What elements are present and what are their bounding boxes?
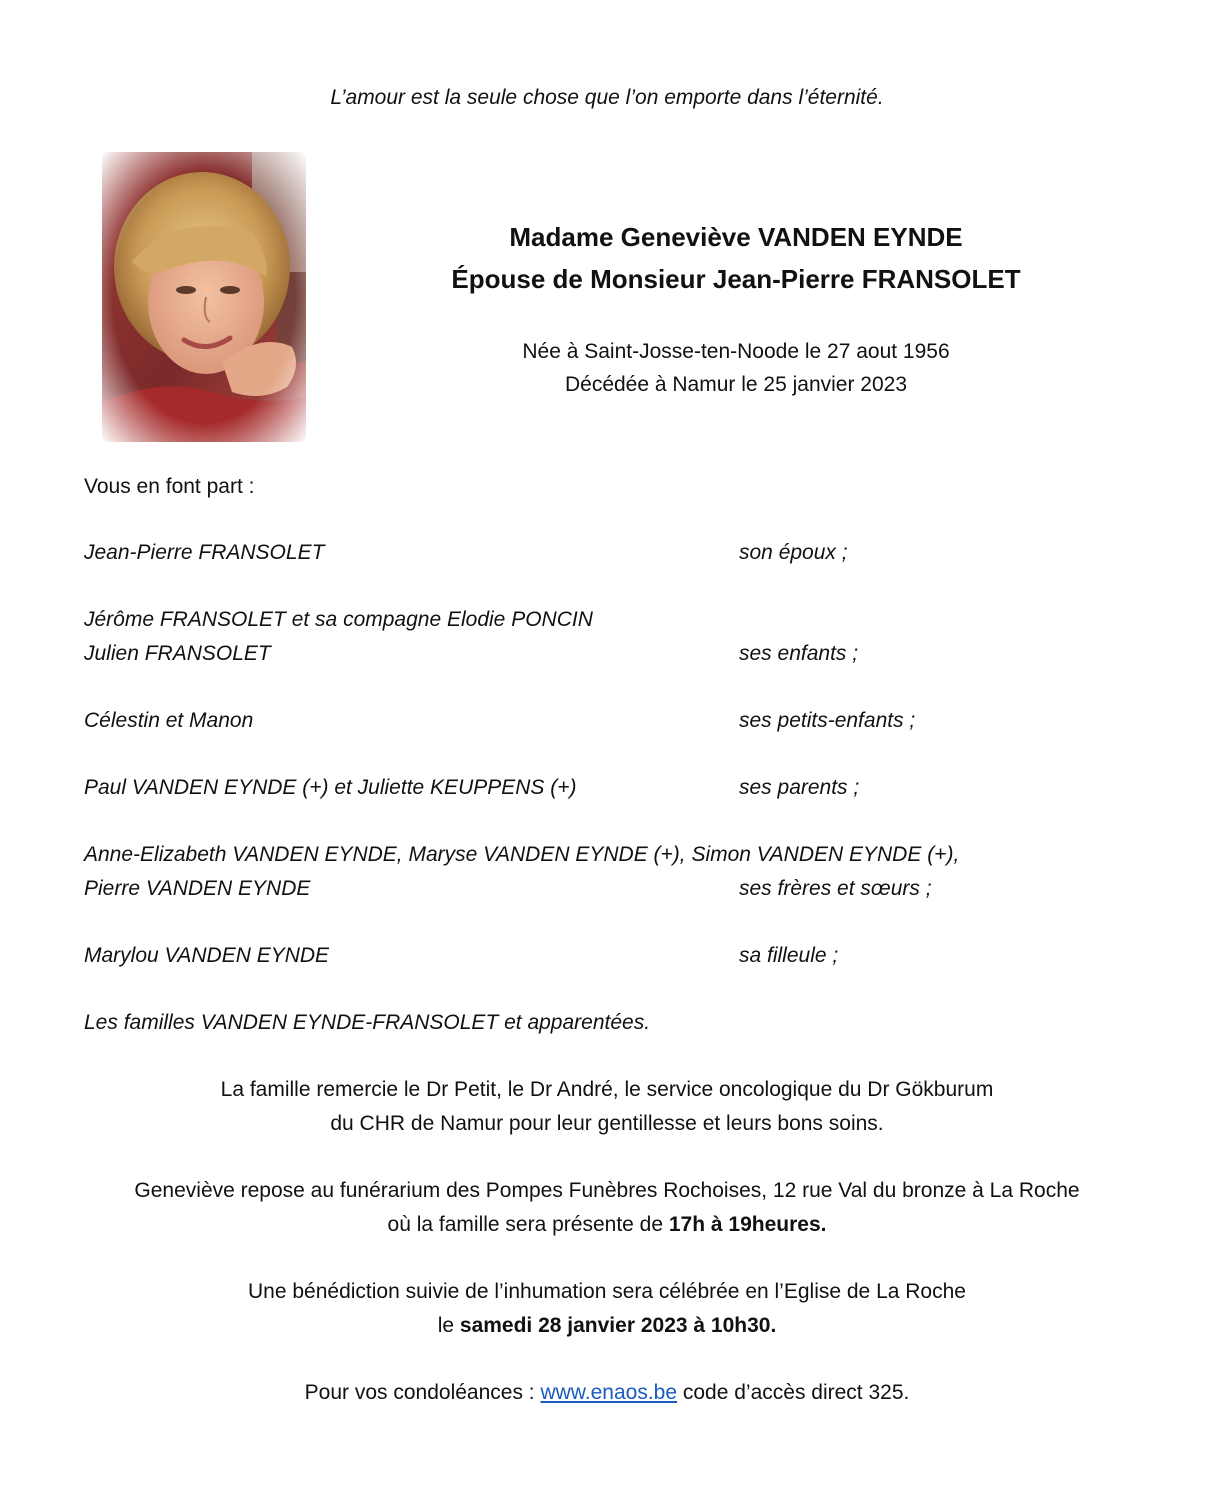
deceased-name: Madame Geneviève VANDEN EYNDE: [509, 222, 963, 252]
family-names: Paul VANDEN EYNDE (+) et Juliette KEUPPENS (+): [84, 776, 577, 799]
family-names: Célestin et Manon: [84, 709, 254, 732]
spouse-line: Épouse de Monsieur Jean-Pierre FRANSOLET: [451, 264, 1021, 294]
condolences-line: [0, 1381, 1214, 1405]
portrait-photo: [102, 152, 306, 442]
ceremony-date-line: [0, 1314, 1214, 1338]
announcement-intro: Vous en font part :: [84, 475, 255, 498]
condolences-prefix: Pour vos condoléances :: [304, 1381, 541, 1404]
family-relation: ses parents ;: [739, 776, 860, 799]
visitation-hours: 17h à 19heures.: [668, 1213, 827, 1236]
epigraph-quote: L’amour est la seule chose que l’on emporte dans l’éternité.: [330, 86, 884, 109]
visitation-hours-line: [0, 1213, 1214, 1237]
visitation-hours-prefix: où la famille sera présente de: [387, 1213, 669, 1236]
thanks-line: La famille remercie le Dr Petit, le Dr André, le service oncologique du Dr Gökburum: [220, 1078, 994, 1101]
family-names: Jean-Pierre FRANSOLET: [84, 541, 325, 564]
family-names: Julien FRANSOLET: [84, 642, 271, 665]
family-relation: ses petits-enfants ;: [739, 709, 916, 732]
death-line: Décédée à Namur le 25 janvier 2023: [564, 373, 908, 396]
ceremony-date: samedi 28 janvier 2023 à 10h30.: [459, 1314, 777, 1337]
thanks-line: du CHR de Namur pour leur gentillesse et leurs bons soins.: [330, 1112, 884, 1135]
condolences-link[interactable]: www.enaos.be: [540, 1381, 678, 1404]
family-names: Marylou VANDEN EYNDE: [84, 944, 330, 967]
ceremony-line: Une bénédiction suivie de l’inhumation sera célébrée en l’Eglise de La Roche: [248, 1280, 966, 1303]
ceremony-date-prefix: le: [437, 1314, 460, 1337]
family-relation: ses frères et sœurs ;: [739, 877, 932, 900]
family-names: Jérôme FRANSOLET et sa compagne Elodie PONCIN: [84, 608, 593, 631]
condolences-suffix: code d’accès direct 325.: [677, 1381, 910, 1404]
family-relation: sa filleule ;: [739, 944, 839, 967]
family-relation: son époux ;: [739, 541, 848, 564]
family-names: Anne-Elizabeth VANDEN EYNDE, Maryse VANDEN EYNDE (+), Simon VANDEN EYNDE (+),: [84, 843, 960, 866]
family-names: Les familles VANDEN EYNDE-FRANSOLET et apparentées.: [84, 1011, 651, 1034]
family-names: Pierre VANDEN EYNDE: [84, 877, 311, 900]
family-relation: ses enfants ;: [739, 642, 859, 665]
visitation-line: Geneviève repose au funérarium des Pompes Funèbres Rochoises, 12 rue Val du bronze à La Roche: [134, 1179, 1080, 1202]
birth-line: Née à Saint-Josse-ten-Noode le 27 aout 1956: [522, 340, 950, 363]
